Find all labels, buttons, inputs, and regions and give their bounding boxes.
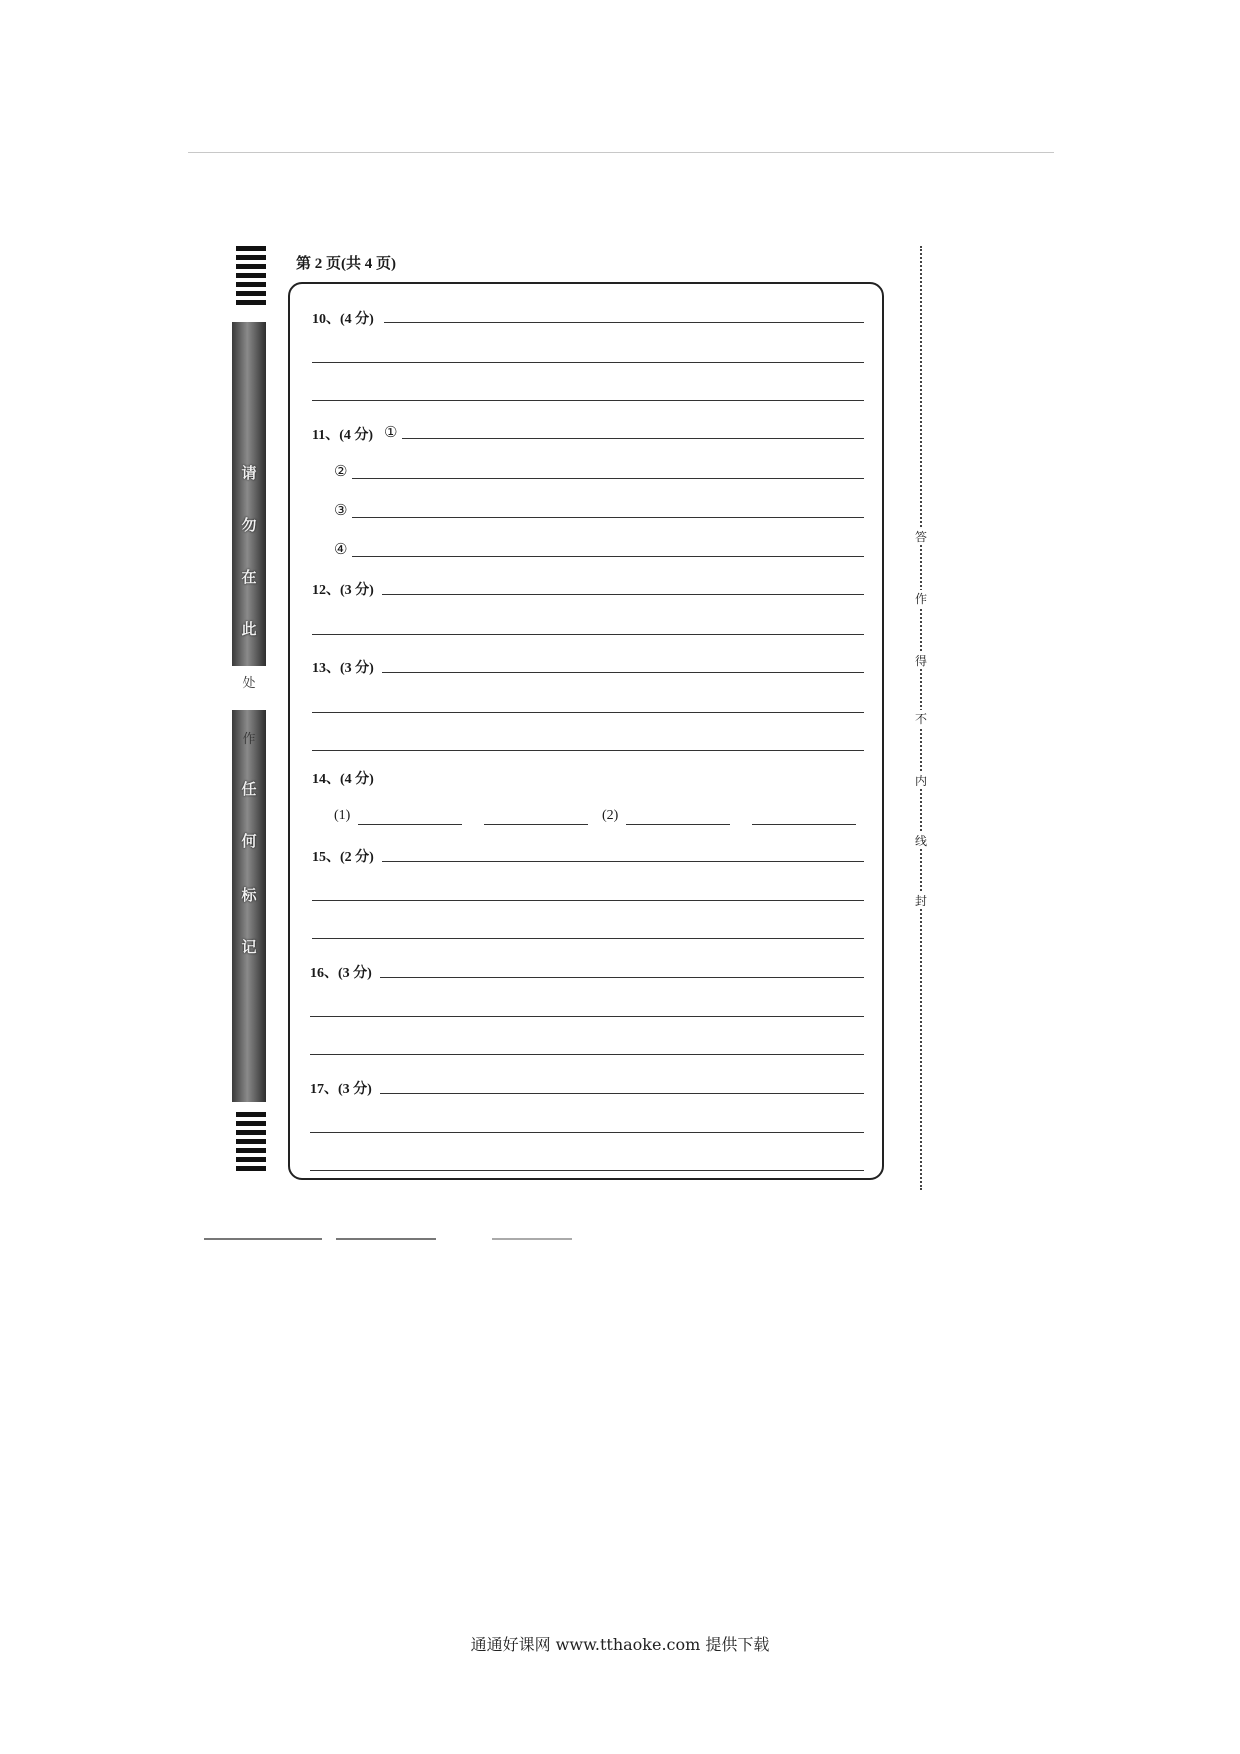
answer-line[interactable] xyxy=(352,556,864,557)
blank-label: (2) xyxy=(602,808,619,823)
sub-marker: ① xyxy=(384,423,398,441)
answer-line[interactable] xyxy=(312,634,864,635)
answer-line[interactable] xyxy=(402,438,864,439)
notice-char: 标 xyxy=(241,886,257,904)
answer-line[interactable] xyxy=(312,900,864,901)
top-rule xyxy=(188,152,1054,153)
notice-char: 何 xyxy=(241,832,257,850)
question-label: 16、(3 分) xyxy=(310,966,372,981)
question-label: 11、(4 分) xyxy=(312,428,374,443)
answer-line[interactable] xyxy=(380,1093,864,1094)
footer-credit: 通通好课网 www.tthaoke.com 提供下载 xyxy=(470,1635,770,1654)
cut-line-char: 作 xyxy=(910,590,932,607)
question-label: 14、(4 分) xyxy=(312,772,374,787)
cut-line-char: 得 xyxy=(910,652,932,669)
question-label: 12、(3 分) xyxy=(312,583,374,598)
cut-line-char: 不 xyxy=(910,710,932,727)
page-label: 第 2 页(共 4 页) xyxy=(296,256,396,272)
answer-blank[interactable] xyxy=(752,824,856,825)
notice-char: 请 xyxy=(241,464,257,482)
scan-smudge xyxy=(336,1238,436,1240)
answer-line[interactable] xyxy=(382,861,864,862)
answer-line[interactable] xyxy=(310,1170,864,1171)
answer-line[interactable] xyxy=(312,712,864,713)
cut-line-char: 内 xyxy=(910,772,932,789)
alignment-bars-top xyxy=(236,246,266,309)
answer-blank[interactable] xyxy=(484,824,588,825)
scan-smudge xyxy=(492,1238,572,1240)
answer-line[interactable] xyxy=(352,478,864,479)
scan-smudge xyxy=(204,1238,322,1240)
answer-line[interactable] xyxy=(310,1016,864,1017)
notice-char: 记 xyxy=(241,938,257,956)
answer-line[interactable] xyxy=(312,938,864,939)
notice-char: 处 xyxy=(242,676,256,691)
notice-char: 勿 xyxy=(241,516,257,534)
answer-line[interactable] xyxy=(384,322,864,323)
question-label: 17、(3 分) xyxy=(310,1082,372,1097)
answer-line[interactable] xyxy=(312,362,864,363)
answer-line[interactable] xyxy=(382,672,864,673)
answer-line[interactable] xyxy=(310,1132,864,1133)
answer-blank[interactable] xyxy=(358,824,462,825)
answer-line[interactable] xyxy=(352,517,864,518)
cut-line-char: 封 xyxy=(910,892,932,909)
question-label: 13、(3 分) xyxy=(312,661,374,676)
answer-blank[interactable] xyxy=(626,824,730,825)
question-label: 15、(2 分) xyxy=(312,850,374,865)
blank-label: (1) xyxy=(334,808,351,823)
sub-marker: ④ xyxy=(334,540,348,558)
answer-line[interactable] xyxy=(312,400,864,401)
answer-box xyxy=(288,282,884,1180)
notice-char: 任 xyxy=(241,780,257,798)
alignment-bars-bottom xyxy=(236,1112,266,1175)
cut-line-char: 答 xyxy=(910,528,932,545)
margin-notice-strip xyxy=(232,322,266,1102)
cut-line-char: 线 xyxy=(910,832,932,849)
notice-char: 作 xyxy=(242,732,256,747)
answer-line[interactable] xyxy=(310,1054,864,1055)
notice-char: 在 xyxy=(241,568,257,586)
notice-char: 此 xyxy=(241,620,257,638)
answer-line[interactable] xyxy=(382,594,864,595)
answer-line[interactable] xyxy=(380,977,864,978)
question-label: 10、(4 分) xyxy=(312,312,374,327)
sub-marker: ② xyxy=(334,462,348,480)
sub-marker: ③ xyxy=(334,501,348,519)
answer-line[interactable] xyxy=(312,750,864,751)
